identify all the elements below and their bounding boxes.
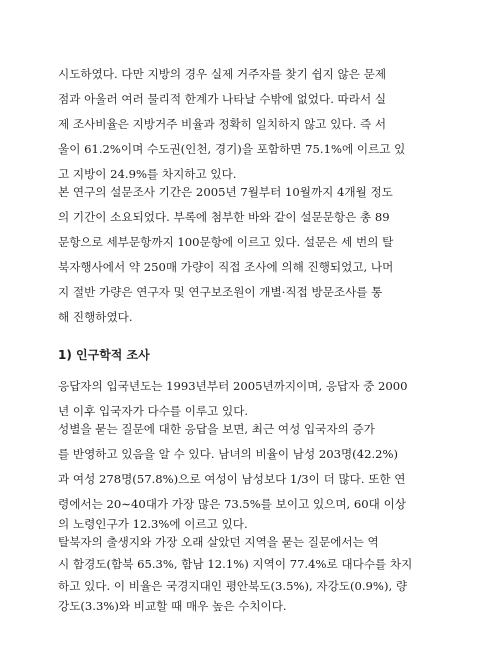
text-line: 강도(3.3%)와 비교할 때 매우 높은 수치이다. bbox=[58, 599, 287, 613]
text-line: 문항으로 세부문항까지 100문항에 이르고 있다. 설문은 세 번의 탈 bbox=[58, 235, 394, 249]
text-line: 점과 아울러 여러 물리적 한계가 나타날 수밖에 없었다. 따라서 실 bbox=[58, 92, 387, 106]
text-line: 본 연구의 설문조사 기간은 2005년 7월부터 10월까지 4개월 정도 bbox=[58, 185, 393, 199]
text-line: 하고 있다. 이 비율은 국경지대인 평안북도(3.5%), 자강도(0.9%), 량 bbox=[58, 579, 408, 593]
section-heading: 1) 인구학적 조사 bbox=[58, 348, 150, 362]
text-line: 의 기간이 소요되었다. 부록에 첨부한 바와 같이 설문문항은 총 89 bbox=[58, 210, 390, 224]
text-line: 탈북자의 출생지와 가장 오래 살았던 지역을 묻는 질문에서는 역 bbox=[58, 535, 379, 549]
text-line: 시도하였다. 다만 지방의 경우 실제 거주자를 찾기 쉽지 않은 문제 bbox=[58, 67, 387, 81]
text-line: 의 노령인구가 12.3%에 이르고 있다. bbox=[58, 517, 248, 531]
text-line: 지 절반 가량은 연구자 및 연구보조원이 개별·직접 방문조사를 통 bbox=[58, 285, 383, 299]
text-line: 년 이후 입국자가 다수를 이루고 있다. bbox=[58, 404, 249, 418]
text-line: 성별을 묻는 질문에 대한 응답을 보면, 최근 여성 입국자의 증가 bbox=[58, 422, 375, 436]
text-line: 고 지방이 24.9%를 차지하고 있다. bbox=[58, 167, 237, 181]
text-line: 시 함경도(함북 65.3%, 함남 12.1%) 지역이 77.4%로 대다수를 차지 bbox=[58, 557, 413, 571]
text-line: 응답자의 입국년도는 1993년부터 2005년까지이며, 응답자 중 2000 bbox=[58, 379, 408, 393]
text-line: 과 여성 278명(57.8%)으로 여성이 남성보다 1/3이 더 많다. 또한 연 bbox=[58, 472, 406, 486]
text-line: 를 반영하고 있음을 알 수 있다. 남녀의 비율이 남성 203명(42.2%) bbox=[58, 447, 399, 461]
text-line: 령에서는 20∼40대가 가장 많은 73.5%를 보이고 있으며, 60대 이상 bbox=[58, 497, 406, 511]
text-line: 울이 61.2%이며 수도권(인천, 경기)을 포함하면 75.1%에 이르고 있 bbox=[58, 142, 406, 156]
text-line: 해 진행하였다. bbox=[58, 310, 133, 324]
text-line: 제 조사비율은 지방거주 비율과 정확히 일치하지 않고 있다. 즉 서 bbox=[58, 117, 387, 131]
text-line: 북자행사에서 약 250매 가량이 직접 조사에 의해 진행되었고, 나머 bbox=[58, 260, 394, 274]
